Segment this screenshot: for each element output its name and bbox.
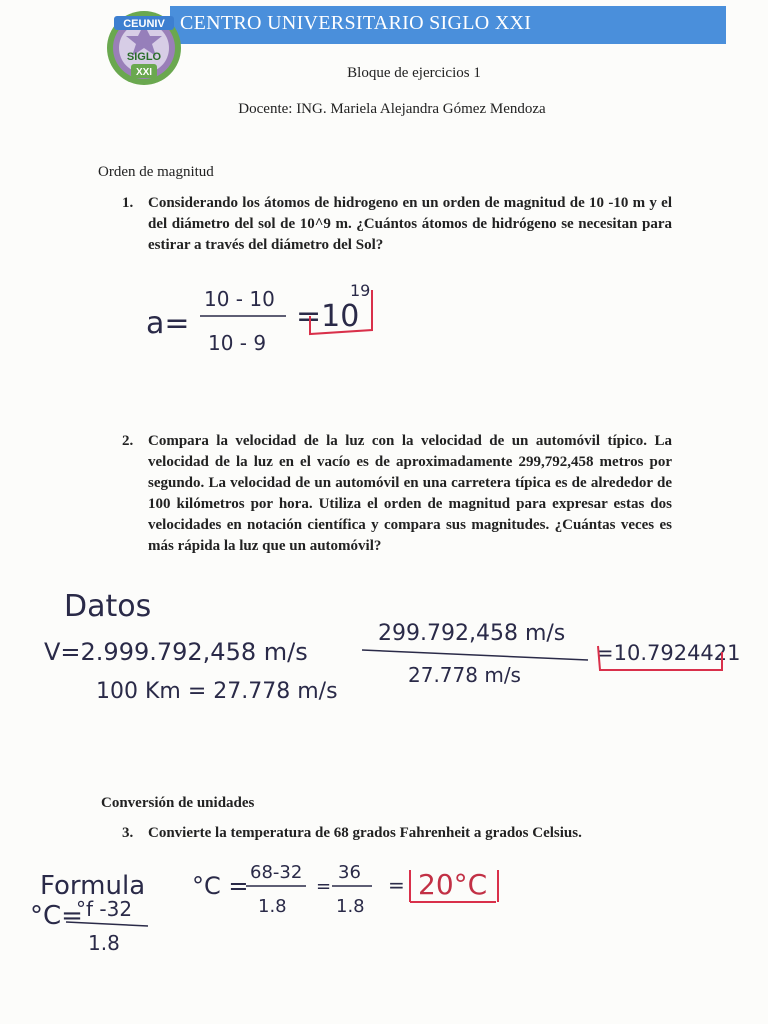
q3-den2: 1.8 [336,896,365,917]
question-2-text: Compara la velocidad de la luz con la velocidad de un automóvil típico. La velocidad de la luz en el vacío es de aproximadamente 299,792,458 metros por segundo. La velocidad de un automóvil en una carretera típica es de alrededor de 100 kilómetros por hora. Utiliza el orden de magnitud para expresar estas dos velocidades en notación científica y compara sus magnitudes. ¿Cuántas veces es más rápida la luz que un automóvil? [148,433,672,554]
teacher-line: Docente: ING. Mariela Alejandra Gómez Mendoza [238,101,546,117]
q2-km-line: 100 Km = 27.778 m/s [96,679,338,704]
q1-result-exponent: 19 [350,281,371,300]
q2-v-line: V=2.999.792,458 m/s [44,638,308,666]
q3-eq2: = [316,876,332,897]
q2-result: =10.7924421 [596,641,741,665]
q1-denominator: 10 - 9 [208,331,267,355]
q3-result: 20°C [418,868,488,901]
q3-calc-lhs: °C = [192,872,249,900]
q1-result-base: =10 [296,299,360,334]
q1-lhs: a= [146,306,190,341]
q3-formula-label: Formula [40,871,146,901]
exercise-block-title: Bloque de ejercicios 1 [347,65,481,81]
q3-formula-numerator: °f -32 [76,897,133,921]
institution-title: CENTRO UNIVERSITARIO SIGLO XXI [180,12,532,34]
q2-datos-label: Datos [64,589,152,624]
question-3-number: 3. [122,825,134,841]
q2-denominator: 27.778 m/s [408,663,521,687]
q3-num2: 36 [338,862,361,883]
svg-text:CEUNIV: CEUNIV [123,18,165,30]
question-2-number: 2. [122,433,134,449]
q3-formula-denominator: 1.8 [88,931,120,955]
q3-formula-lhs: °C= [30,901,83,931]
question-3-text: Convierte la temperatura de 68 grados Fahrenheit a grados Celsius. [148,825,582,841]
q3-eq3: = [388,873,405,897]
question-1-text: Considerando los átomos de hidrogeno en un orden de magnitud de 10 -10 m y el del diámetro del sol de 10^9 m. ¿Cuántos átomos de hidrógeno se necesitan para estirar a través del diámetro del Sol? [148,195,672,253]
svg-text:SIGLO: SIGLO [126,51,162,63]
q2-fraction-bar [362,650,588,660]
q3-den1: 1.8 [258,896,287,917]
q2-numerator: 299.792,458 m/s [378,621,566,646]
q1-numerator: 10 - 10 [204,287,275,311]
section-title-conversion: Conversión de unidades [101,795,255,811]
q3-num1: 68-32 [250,862,303,883]
question-1-number: 1. [122,195,134,211]
section-title-orden: Orden de magnitud [98,164,214,180]
svg-text:XXI: XXI [135,67,153,78]
